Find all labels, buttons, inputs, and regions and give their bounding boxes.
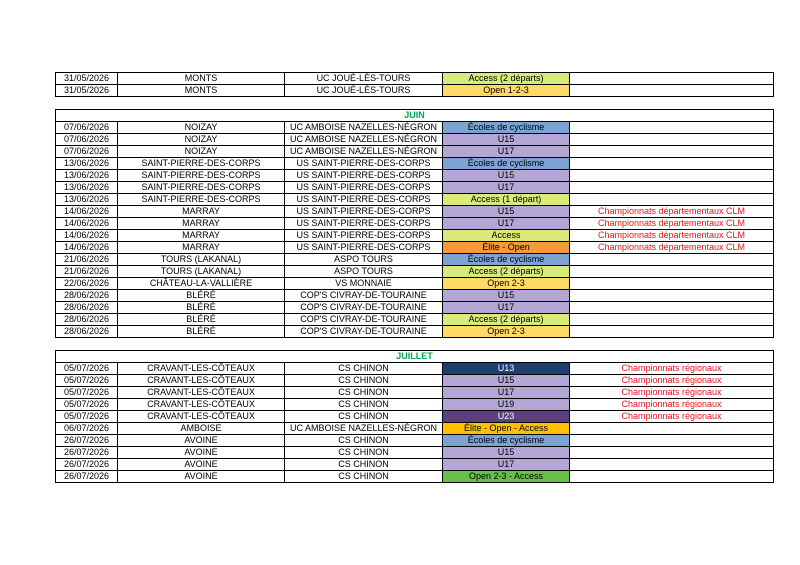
category-cell: U15 (443, 206, 570, 218)
table-row (56, 326, 774, 338)
category-cell: U15 (443, 170, 570, 182)
date-cell: 13/06/2026 (56, 182, 118, 194)
date-cell: 21/06/2026 (56, 254, 118, 266)
club-cell: CS CHINON (285, 399, 443, 411)
note-cell (570, 326, 774, 338)
category-cell: U15 (443, 290, 570, 302)
venue-cell: CHÂTEAU-LA-VALLIÈRE (118, 278, 285, 290)
club-cell: CS CHINON (285, 411, 443, 423)
venue-cell: AMBOISE (118, 423, 285, 435)
club-cell: VS MONNAIE (285, 278, 443, 290)
table-row (56, 206, 774, 218)
date-cell: 05/07/2026 (56, 375, 118, 387)
date-cell: 31/05/2026 (56, 73, 118, 85)
club-cell: CS CHINON (285, 375, 443, 387)
club-cell: UC JOUÉ-LÈS-TOURS (285, 85, 443, 97)
month-title: JUILLET (56, 351, 774, 363)
venue-cell: MONTS (118, 85, 285, 97)
venue-cell: MARRAY (118, 242, 285, 254)
venue-cell: TOURS (LAKANAL) (118, 254, 285, 266)
venue-cell: AVOINE (118, 447, 285, 459)
venue-cell: MONTS (118, 73, 285, 85)
table-row (56, 182, 774, 194)
venue-cell: BLÉRÉ (118, 290, 285, 302)
note-cell (570, 314, 774, 326)
club-cell: COP'S CIVRAY-DE-TOURAINE (285, 302, 443, 314)
date-cell: 07/06/2026 (56, 146, 118, 158)
date-cell: 05/07/2026 (56, 387, 118, 399)
month-title: JUIN (56, 110, 774, 122)
category-cell: U15 (443, 375, 570, 387)
note-cell (570, 146, 774, 158)
category-cell: Écoles de cyclisme (443, 158, 570, 170)
venue-cell: NOIZAY (118, 146, 285, 158)
table-row (56, 471, 774, 483)
club-cell: COP'S CIVRAY-DE-TOURAINE (285, 326, 443, 338)
date-cell: 28/06/2026 (56, 314, 118, 326)
table-row (56, 170, 774, 182)
note-cell: Championnats régionaux (570, 363, 774, 375)
venue-cell: SAINT-PIERRE-DES-CORPS (118, 194, 285, 206)
table-row (56, 314, 774, 326)
venue-cell: CRAVANT-LES-CÔTEAUX (118, 375, 285, 387)
note-cell (570, 302, 774, 314)
table-row (56, 242, 774, 254)
table-row (56, 194, 774, 206)
table-row (56, 363, 774, 375)
table-row (56, 134, 774, 146)
note-cell (570, 122, 774, 134)
category-cell: U23 (443, 411, 570, 423)
date-cell: 06/07/2026 (56, 423, 118, 435)
note-cell (570, 471, 774, 483)
note-cell: Championnats régionaux (570, 399, 774, 411)
note-cell (570, 194, 774, 206)
table-row (56, 411, 774, 423)
club-cell: UC JOUÉ-LÈS-TOURS (285, 73, 443, 85)
date-cell: 07/06/2026 (56, 134, 118, 146)
date-cell: 28/06/2026 (56, 302, 118, 314)
venue-cell: BLÉRÉ (118, 326, 285, 338)
date-cell: 22/06/2026 (56, 278, 118, 290)
note-cell: Championnats régionaux (570, 387, 774, 399)
venue-cell: AVOINE (118, 459, 285, 471)
date-cell: 05/07/2026 (56, 399, 118, 411)
calendar-table-mai (55, 72, 774, 97)
club-cell: US SAINT-PIERRE-DES-CORPS (285, 242, 443, 254)
venue-cell: CRAVANT-LES-CÔTEAUX (118, 363, 285, 375)
category-cell: Écoles de cyclisme (443, 254, 570, 266)
date-cell: 26/07/2026 (56, 435, 118, 447)
note-cell (570, 290, 774, 302)
table-row (56, 158, 774, 170)
category-cell: Élite - Open - Access (443, 423, 570, 435)
calendar-table-juin (55, 109, 774, 338)
category-cell: Access (443, 230, 570, 242)
date-cell: 13/06/2026 (56, 158, 118, 170)
venue-cell: AVOINE (118, 471, 285, 483)
table-row (56, 423, 774, 435)
category-cell: U17 (443, 146, 570, 158)
club-cell: US SAINT-PIERRE-DES-CORPS (285, 218, 443, 230)
table-row (56, 435, 774, 447)
category-cell: Open 2-3 (443, 278, 570, 290)
category-cell: Open 1-2-3 (443, 85, 570, 97)
table-row (56, 146, 774, 158)
category-cell: Access (2 départs) (443, 73, 570, 85)
date-cell: 26/07/2026 (56, 459, 118, 471)
club-cell: US SAINT-PIERRE-DES-CORPS (285, 170, 443, 182)
club-cell: CS CHINON (285, 363, 443, 375)
note-cell: Championnats régionaux (570, 375, 774, 387)
category-cell: Élite - Open (443, 242, 570, 254)
club-cell: US SAINT-PIERRE-DES-CORPS (285, 182, 443, 194)
table-row (56, 387, 774, 399)
date-cell: 13/06/2026 (56, 170, 118, 182)
category-cell: U17 (443, 182, 570, 194)
note-cell (570, 134, 774, 146)
calendar-table-juillet (55, 350, 774, 483)
table-row (56, 459, 774, 471)
venue-cell: BLÉRÉ (118, 302, 285, 314)
venue-cell: SAINT-PIERRE-DES-CORPS (118, 158, 285, 170)
club-cell: US SAINT-PIERRE-DES-CORPS (285, 206, 443, 218)
date-cell: 14/06/2026 (56, 230, 118, 242)
venue-cell: CRAVANT-LES-CÔTEAUX (118, 387, 285, 399)
date-cell: 14/06/2026 (56, 206, 118, 218)
venue-cell: NOIZAY (118, 134, 285, 146)
note-cell (570, 423, 774, 435)
date-cell: 05/07/2026 (56, 411, 118, 423)
table-row (56, 266, 774, 278)
category-cell: U17 (443, 218, 570, 230)
club-cell: UC AMBOISE NAZELLES-NÉGRON (285, 122, 443, 134)
note-cell (570, 254, 774, 266)
category-cell: U17 (443, 459, 570, 471)
club-cell: ASPO TOURS (285, 254, 443, 266)
table-row (56, 447, 774, 459)
date-cell: 14/06/2026 (56, 242, 118, 254)
venue-cell: AVOINE (118, 435, 285, 447)
club-cell: COP'S CIVRAY-DE-TOURAINE (285, 290, 443, 302)
venue-cell: MARRAY (118, 206, 285, 218)
date-cell: 05/07/2026 (56, 363, 118, 375)
category-cell: Écoles de cyclisme (443, 122, 570, 134)
category-cell: U13 (443, 363, 570, 375)
month-header-row (56, 351, 774, 363)
club-cell: CS CHINON (285, 471, 443, 483)
table-row (56, 375, 774, 387)
note-cell (570, 447, 774, 459)
date-cell: 07/06/2026 (56, 122, 118, 134)
club-cell: COP'S CIVRAY-DE-TOURAINE (285, 314, 443, 326)
club-cell: ASPO TOURS (285, 266, 443, 278)
note-cell (570, 278, 774, 290)
table-row (56, 230, 774, 242)
venue-cell: CRAVANT-LES-CÔTEAUX (118, 411, 285, 423)
note-cell: Championnats départementaux CLM (570, 242, 774, 254)
date-cell: 14/06/2026 (56, 218, 118, 230)
venue-cell: NOIZAY (118, 122, 285, 134)
date-cell: 31/05/2026 (56, 85, 118, 97)
venue-cell: BLÉRÉ (118, 314, 285, 326)
table-row (56, 290, 774, 302)
table-row (56, 218, 774, 230)
club-cell: US SAINT-PIERRE-DES-CORPS (285, 230, 443, 242)
category-cell: Open 2-3 (443, 326, 570, 338)
club-cell: CS CHINON (285, 387, 443, 399)
table-row (56, 73, 774, 85)
table-row (56, 302, 774, 314)
note-cell (570, 459, 774, 471)
club-cell: CS CHINON (285, 459, 443, 471)
club-cell: UC AMBOISE NAZELLES-NÉGRON (285, 146, 443, 158)
note-cell: Championnats départementaux CLM (570, 230, 774, 242)
category-cell: Access (2 départs) (443, 266, 570, 278)
category-cell: U15 (443, 447, 570, 459)
note-cell: Championnats départementaux CLM (570, 218, 774, 230)
note-cell: Championnats départementaux CLM (570, 206, 774, 218)
venue-cell: MARRAY (118, 218, 285, 230)
note-cell (570, 266, 774, 278)
category-cell: U19 (443, 399, 570, 411)
category-cell: Access (1 départ) (443, 194, 570, 206)
note-cell (570, 435, 774, 447)
category-cell: U17 (443, 302, 570, 314)
table-row (56, 85, 774, 97)
note-cell (570, 170, 774, 182)
note-cell (570, 158, 774, 170)
table-row (56, 254, 774, 266)
date-cell: 26/07/2026 (56, 471, 118, 483)
date-cell: 21/06/2026 (56, 266, 118, 278)
table-row (56, 122, 774, 134)
table-row (56, 399, 774, 411)
note-cell (570, 73, 774, 85)
venue-cell: SAINT-PIERRE-DES-CORPS (118, 182, 285, 194)
club-cell: UC AMBOISE NAZELLES-NÉGRON (285, 134, 443, 146)
club-cell: UC AMBOISE NAZELLES-NÉGRON (285, 423, 443, 435)
club-cell: US SAINT-PIERRE-DES-CORPS (285, 158, 443, 170)
date-cell: 28/06/2026 (56, 326, 118, 338)
category-cell: Open 2-3 - Access (443, 471, 570, 483)
venue-cell: SAINT-PIERRE-DES-CORPS (118, 170, 285, 182)
category-cell: Access (2 départs) (443, 314, 570, 326)
note-cell (570, 85, 774, 97)
venue-cell: TOURS (LAKANAL) (118, 266, 285, 278)
club-cell: CS CHINON (285, 447, 443, 459)
category-cell: U17 (443, 387, 570, 399)
club-cell: CS CHINON (285, 435, 443, 447)
date-cell: 13/06/2026 (56, 194, 118, 206)
note-cell (570, 182, 774, 194)
venue-cell: MARRAY (118, 230, 285, 242)
category-cell: Écoles de cyclisme (443, 435, 570, 447)
venue-cell: CRAVANT-LES-CÔTEAUX (118, 399, 285, 411)
club-cell: US SAINT-PIERRE-DES-CORPS (285, 194, 443, 206)
table-row (56, 278, 774, 290)
date-cell: 28/06/2026 (56, 290, 118, 302)
date-cell: 26/07/2026 (56, 447, 118, 459)
category-cell: U15 (443, 134, 570, 146)
month-header-row (56, 110, 774, 122)
note-cell: Championnats régionaux (570, 411, 774, 423)
